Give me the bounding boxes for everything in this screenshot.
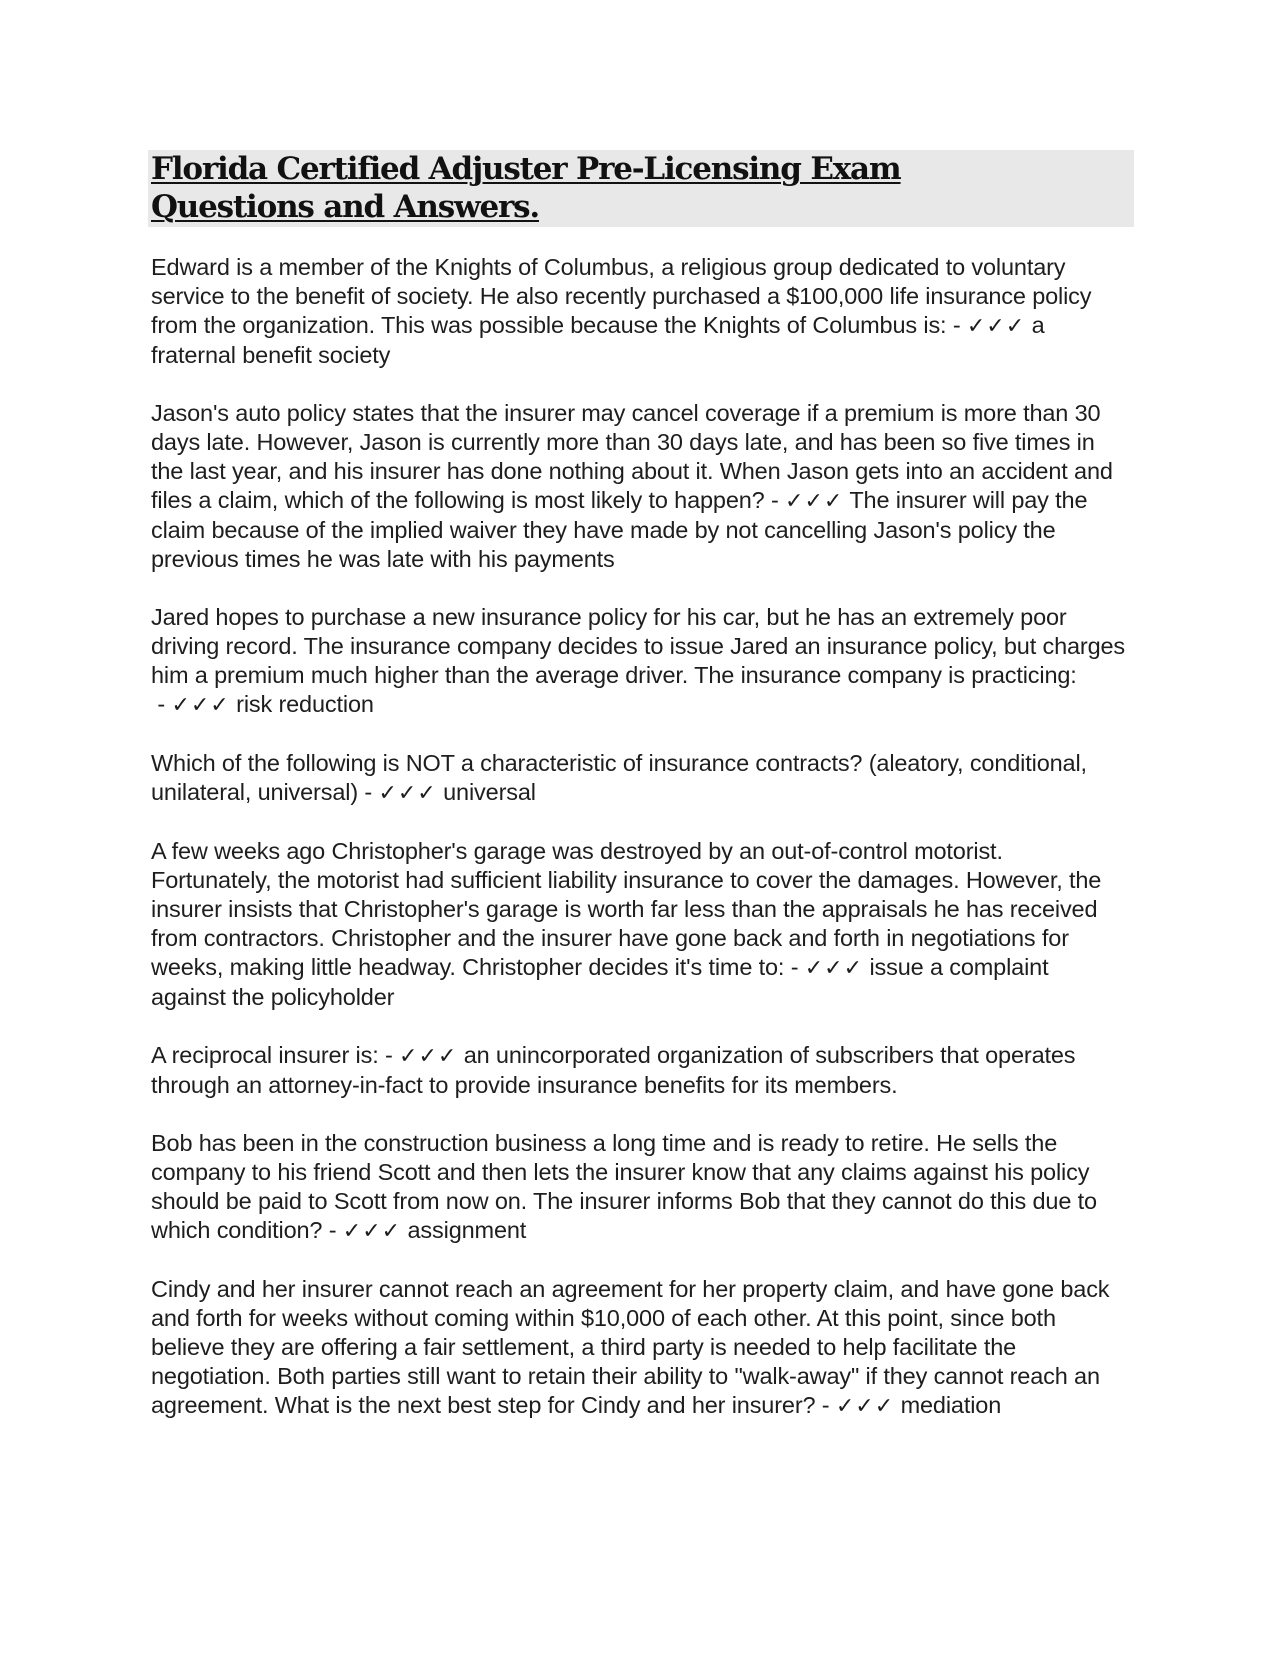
qa-item (151, 1275, 1126, 1421)
check-marks-icon: ✓✓✓ (171, 693, 230, 718)
qa-item (151, 1129, 1126, 1246)
check-marks-icon: ✓✓✓ (835, 1394, 895, 1419)
question-text: Jason's auto policy states that the insurer may cancel coverage if a premium is more than 30 days late. However, Jason is currently more than 30 days late, and has been so five times in the last year, and his insurer has done nothing about it. When Jason gets into an accident and files a claim, which of the following is most likely to happen? (151, 400, 1113, 513)
separator: - (815, 1392, 836, 1418)
answer-text: The insurer will pay the claim because of the implied waiver they have made by not cancelling Jason's policy the previous times he was late with his payments (151, 487, 1088, 572)
check-marks-icon: ✓✓✓ (966, 314, 1026, 339)
separator: - (946, 312, 967, 338)
answer-text: risk reduction (236, 691, 374, 717)
document-title: Florida Certified Adjuster Pre-Licensing Exam Questions and Answers. (151, 151, 901, 225)
answer-text: universal (443, 779, 536, 805)
separator: - (784, 954, 805, 980)
answer-text: an unincorporated organization of subscribers that operates through an attorney-in-fact to provide insurance benefits for its members. (151, 1042, 1076, 1098)
check-marks-icon: ✓✓✓ (804, 956, 864, 981)
answer-text: mediation (900, 1392, 1002, 1418)
answer-text: issue a complaint against the policyholder (151, 954, 1049, 1010)
separator: - (358, 779, 379, 805)
separator: - (151, 691, 172, 717)
question-text: Bob has been in the construction business a long time and is ready to retire. He sells the company to his friend Scott and then lets the insurer know that any claims against his policy should be paid to Scott from now on. The insurer informs Bob that they cannot do this due to which condition? (151, 1130, 1097, 1243)
separator: - (378, 1042, 400, 1068)
check-marks-icon: ✓✓✓ (342, 1219, 402, 1244)
qa-item (151, 399, 1126, 574)
separator: - (322, 1217, 343, 1243)
qa-item (151, 1041, 1126, 1100)
qa-item (151, 749, 1126, 808)
qa-list (151, 253, 1126, 1450)
question-text: Edward is a member of the Knights of Columbus, a religious group dedicated to voluntary service to the benefit of society. He also recently purchased a $100,000 life insurance policy from the organization. This was possible because the Knights of Columbus is: (151, 254, 1092, 338)
question-text: Which of the following is NOT a characteristic of insurance contracts? (aleatory, conditional, unilateral, universal) (151, 750, 1087, 805)
question-text: Cindy and her insurer cannot reach an agreement for her property claim, and have gone back and forth for weeks without coming within $10,000 of each other. At this point, since both believe they are offering a fair settlement, a third party is needed to help facilitate the negotiation. Both parties still want to retain their ability to "walk-away" if they cannot reach an agreement. What is the next best step for Cindy and her insurer? (151, 1276, 1110, 1418)
question-text: Jared hopes to purchase a new insurance policy for his car, but he has an extremely poor driving record. The insurance company decides to issue Jared an insurance policy, but charges him a premium much higher than the average driver. The insurance company is practicing: (151, 604, 1126, 688)
check-marks-icon: ✓✓✓ (785, 489, 844, 514)
answer-text: a fraternal benefit society (151, 312, 1045, 368)
question-text: A few weeks ago Christopher's garage was destroyed by an out-of-control motorist. Fortunately, the motorist had sufficient liability insurance to cover the damages. However, the insurer insists that Christopher's garage is worth far less than the appraisals he has received from contractors. Christopher and the insurer have gone back and forth in negotiations for weeks, making little headway. Christopher decides it's time to: (151, 838, 1102, 980)
separator: - (764, 487, 786, 513)
qa-item (151, 253, 1126, 370)
check-marks-icon: ✓✓✓ (378, 781, 437, 806)
question-text: A reciprocal insurer is: (151, 1042, 379, 1068)
check-marks-icon: ✓✓✓ (399, 1044, 458, 1069)
qa-item (151, 603, 1126, 720)
qa-item (151, 837, 1126, 1012)
answer-text: assignment (407, 1217, 527, 1243)
